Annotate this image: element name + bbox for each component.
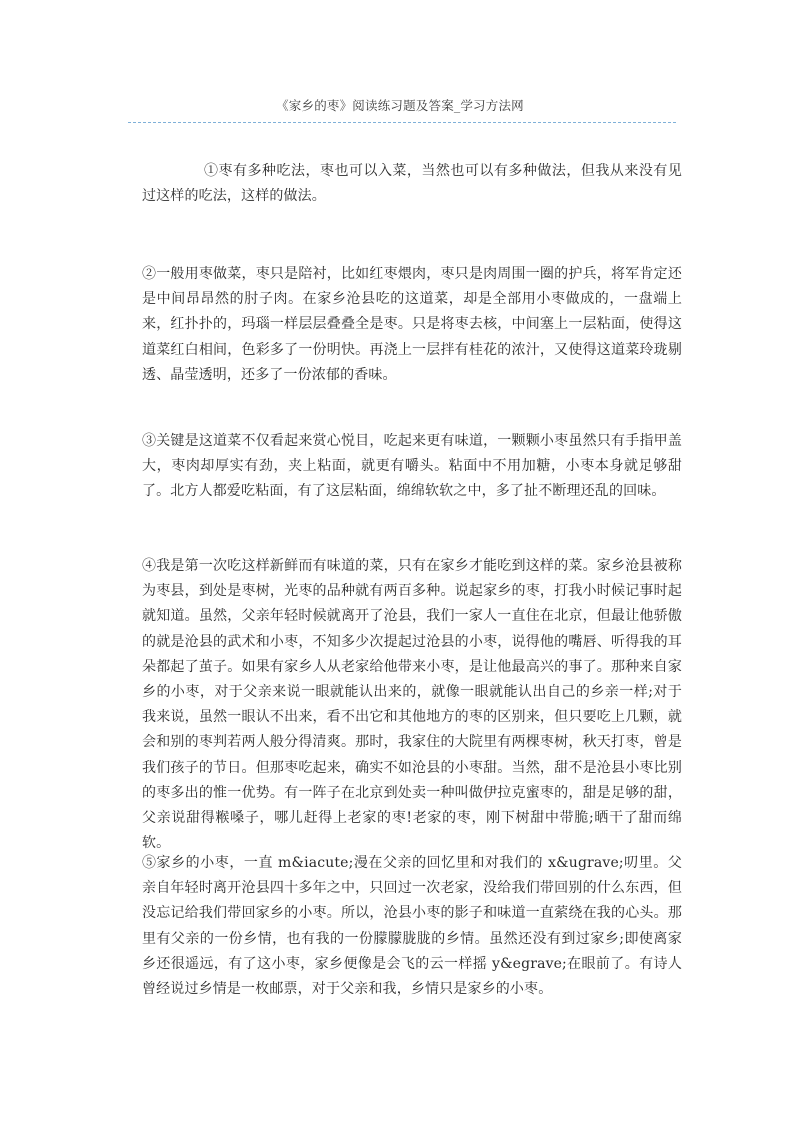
- paragraph-1: ①枣有多种吃法，枣也可以入菜，当然也可以有多种做法，但我从来没有见过这样的吃法，这样的做法。: [142, 163, 682, 205]
- paragraph-3: ③关键是这道菜不仅看起来赏心悦目，吃起来更有味道，一颗颗小枣虽然只有手指甲盖大，枣肉却厚实有劲，夹上粘面，就更有嚼头。粘面中不用加糖，小枣本身就足够甜了。北方人都爱吃粘面，有了这层粘面，绵绵软软之中，多了扯不断理还乱的回味。: [142, 433, 682, 500]
- paragraph-5: ⑤家乡的小枣，一直 m&iacute;漫在父亲的回忆里和对我们的 x&ugrave;叨里。父亲自年轻时离开沧县四十多年之中，只回过一次老家，没给我们带回别的什么东西，但没忘记给我们带回家乡的小枣。所以，沧县小枣的影子和味道一直萦绕在我的心头。那里有父亲的一份乡情，也有我的一份朦朦胧胧的乡情。虽然还没有到过家乡;即使离家乡还很遥远，有了这小枣，家乡便像是会飞的云一样摇 y&egrave;在眼前了。有诗人曾经说过乡情是一枚邮票，对于父亲和我，乡情只是家乡的小枣。: [142, 855, 682, 998]
- page-title: 《家乡的枣》阅读练习题及答案_学习方法网: [276, 98, 524, 113]
- paragraph-4: ④我是第一次吃这样新鲜而有味道的菜，只有在家乡才能吃到这样的菜。家乡沧县被称为枣县，到处是枣树，光枣的品种就有两百多种。说起家乡的枣，打我小时候记事时起就知道。虽然，父亲年轻时候就离开了沧县，我们一家人一直住在北京，但最让他骄傲的就是沧县的武术和小枣，不知多少次提起过沧县的小枣，说得他的嘴唇、听得我的耳朵都起了茧子。如果有家乡人从老家给他带来小枣，是让他最高兴的事了。那种来自家乡的小枣，对于父亲来说一眼就能认出来的，就像一眼就能认出自己的乡亲一样;对于我来说，虽然一眼认不出来，看不出它和其他地方的枣的区别来，但只要吃上几颗，就会和别的枣判若两人般分得清爽。那时，我家住的大院里有两棵枣树，秋天打枣，曾是我们孩子的节日。但那枣吃起来，确实不如沧县的小枣甜。当然，甜不是沧县小枣比别的枣多出的惟一优势。有一阵子在北京到处卖一种叫做伊拉克蜜枣的，甜是足够的甜，父亲说甜得糇嗓子，哪儿赶得上老家的枣!老家的枣，刚下树甜中带脆;晒干了甜而绵软。: [142, 558, 682, 852]
- paragraph-2: ②一般用枣做菜，枣只是陪衬，比如红枣煨肉，枣只是肉周围一圈的护兵，将军肯定还是中间昂昂然的肘子肉。在家乡沧县吃的这道菜，却是全部用小枣做成的，一盘端上来，红扑扑的，玛瑙一样层层叠叠全是枣。只是将枣去核，中间塞上一层粘面，使得这道菜红白相间，色彩多了一份明快。再浇上一层拌有桂花的浓汁，又使得这道菜玲珑剔透、晶莹透明，还多了一份浓郁的香味。: [142, 266, 682, 383]
- header-divider: [128, 122, 676, 123]
